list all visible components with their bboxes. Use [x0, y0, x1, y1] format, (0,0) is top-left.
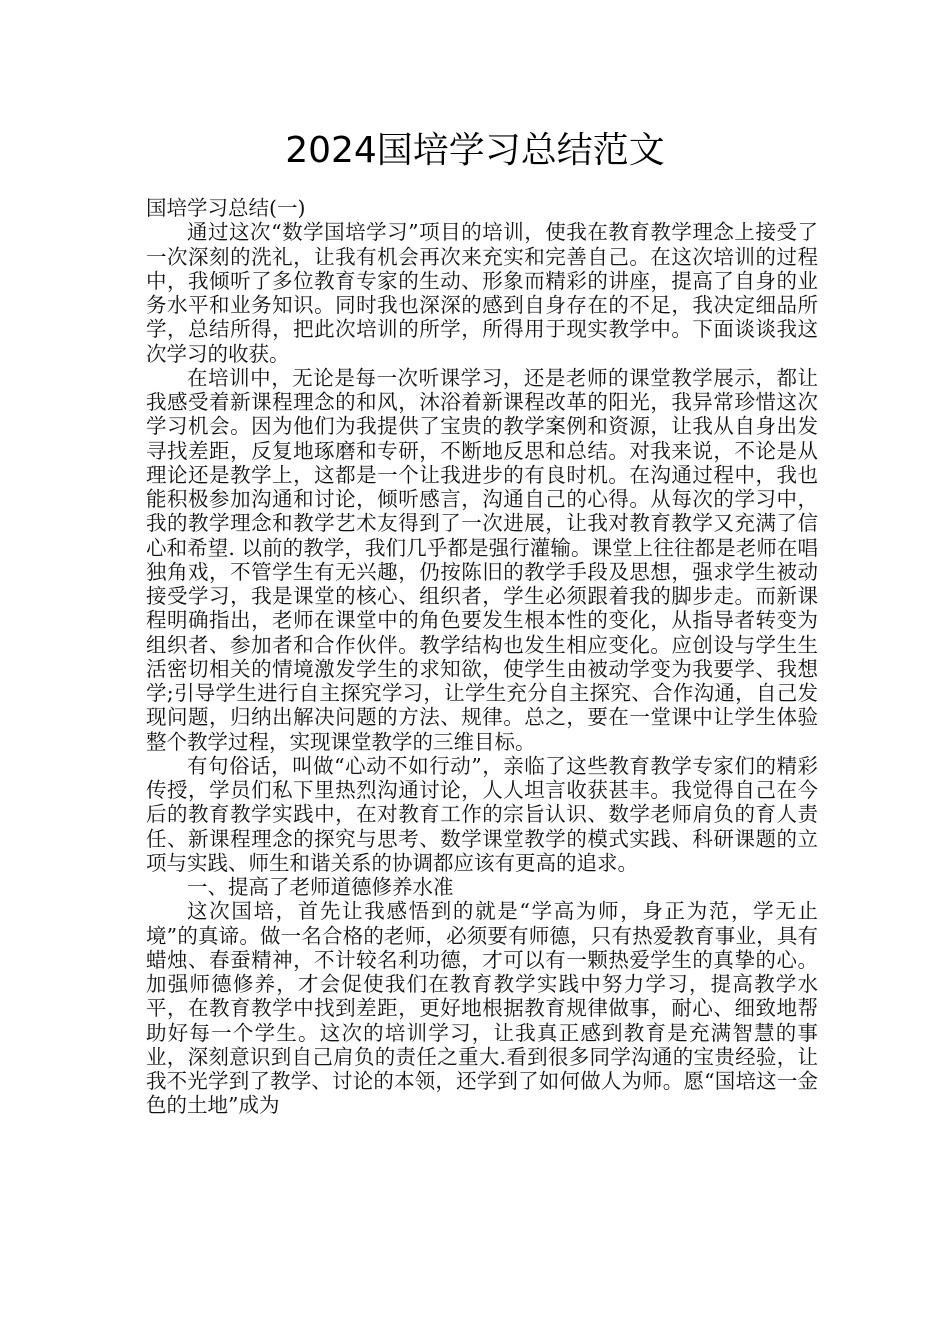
section-heading: 国培学习总结(一) — [146, 196, 306, 220]
paragraph: 这次国培，首先让我感悟到的就是“学高为师，身正为范，学无止境”的真谛。做一名合格的老师，必须要有师德，只有热爱教育事业，具有蜡烛、春蚕精神，不计较名利功德，才可以有一颗热爱学生的真挚的心。加强师德修养，才会促使我们在教育教学实践中努力学习，提高教学水平，在教育教学中找到差距，更好地根据教育规律做事，耐心、细致地帮助好每一个学生。这次的培训学习，让我真正感到教育是充满智慧的事业，深刻意识到自己肩负的责任之重大.看到很多同学沟通的宝贵经验，让我不光学到了教学、讨论的本领，还学到了如何做人为师。愿“国培这一金色的土地”成为 — [146, 899, 818, 1118]
document-title: 2024国培学习总结范文 — [285, 130, 665, 171]
paragraph: 在培训中，无论是每一次听课学习，还是老师的课堂教学展示，都让我感受着新课程理念的和风，沐浴着新课程改革的阳光，我异常珍惜这次学习机会。因为他们为我提供了宝贵的教学案例和资源，让我从自身出发寻找差距，反复地琢磨和专研，不断地反思和总结。对我来说，不论是从理论还是教学上，这都是一个让我进步的有良时机。在沟通过程中，我也能积极参加沟通和讨论，倾听感言，沟通自己的心得。从每次的学习中，我的教学理念和教学艺术友得到了一次进展，让我对教育教学又充满了信心和希望. 以前的教学，我们几乎都是强行灌输。课堂上往往都是老师在唱独角戏，不管学生有无兴趣，仍按陈旧的教学手段及思想，强求学生被动接受学习，我是课堂的核心、组织者，学生必须跟着我的脚步走。而新课程明确指出，老师在课堂中的角色要发生根本性的变化，从指导者转变为组织者、参加者和合作伙伴。教学结构也发生相应变化。应创设与学生生活密切相关的情境激发学生的求知欲，使学生由被动学变为我要学、我想学;引导学生进行自主探究学习，让学生充分自主探究、合作沟通，自己发现问题，归纳出解决问题的方法、规律。总之，要在一堂课中让学生体验整个教学过程，实现课堂教学的三维目标。 — [146, 365, 818, 754]
paragraph: 有句俗话，叫做“心动不如行动”，亲临了这些教育教学专家们的精彩传授，学员们私下里热烈沟通讨论，人人坦言收获甚丰。我觉得自己在今后的教育教学实践中，在对教育工作的宗旨认识、数学老师肩负的育人责任、新课程理念的探究与思考、数学课堂教学的模式实践、科研课题的立项与实践、师生和谐关系的协调都应该有更高的追求。 — [146, 753, 818, 875]
subsection-heading: 一、提高了老师道德修养水准 — [187, 875, 454, 899]
paragraph: 通过这次“数学国培学习”项目的培训，使我在教育教学理念上接受了一次深刻的洗礼，让我有机会再次来充实和完善自己。在这次培训的过程中，我倾听了多位教育专家的生动、形象而精彩的讲座，提高了自身的业务水平和业务知识。同时我也深深的感到自身存在的不足，我决定细品所学，总结所得，把此次培训的所学，所得用于现实教学中。下面谈谈我这次学习的收获。 — [146, 220, 818, 366]
document-body — [146, 196, 818, 1118]
